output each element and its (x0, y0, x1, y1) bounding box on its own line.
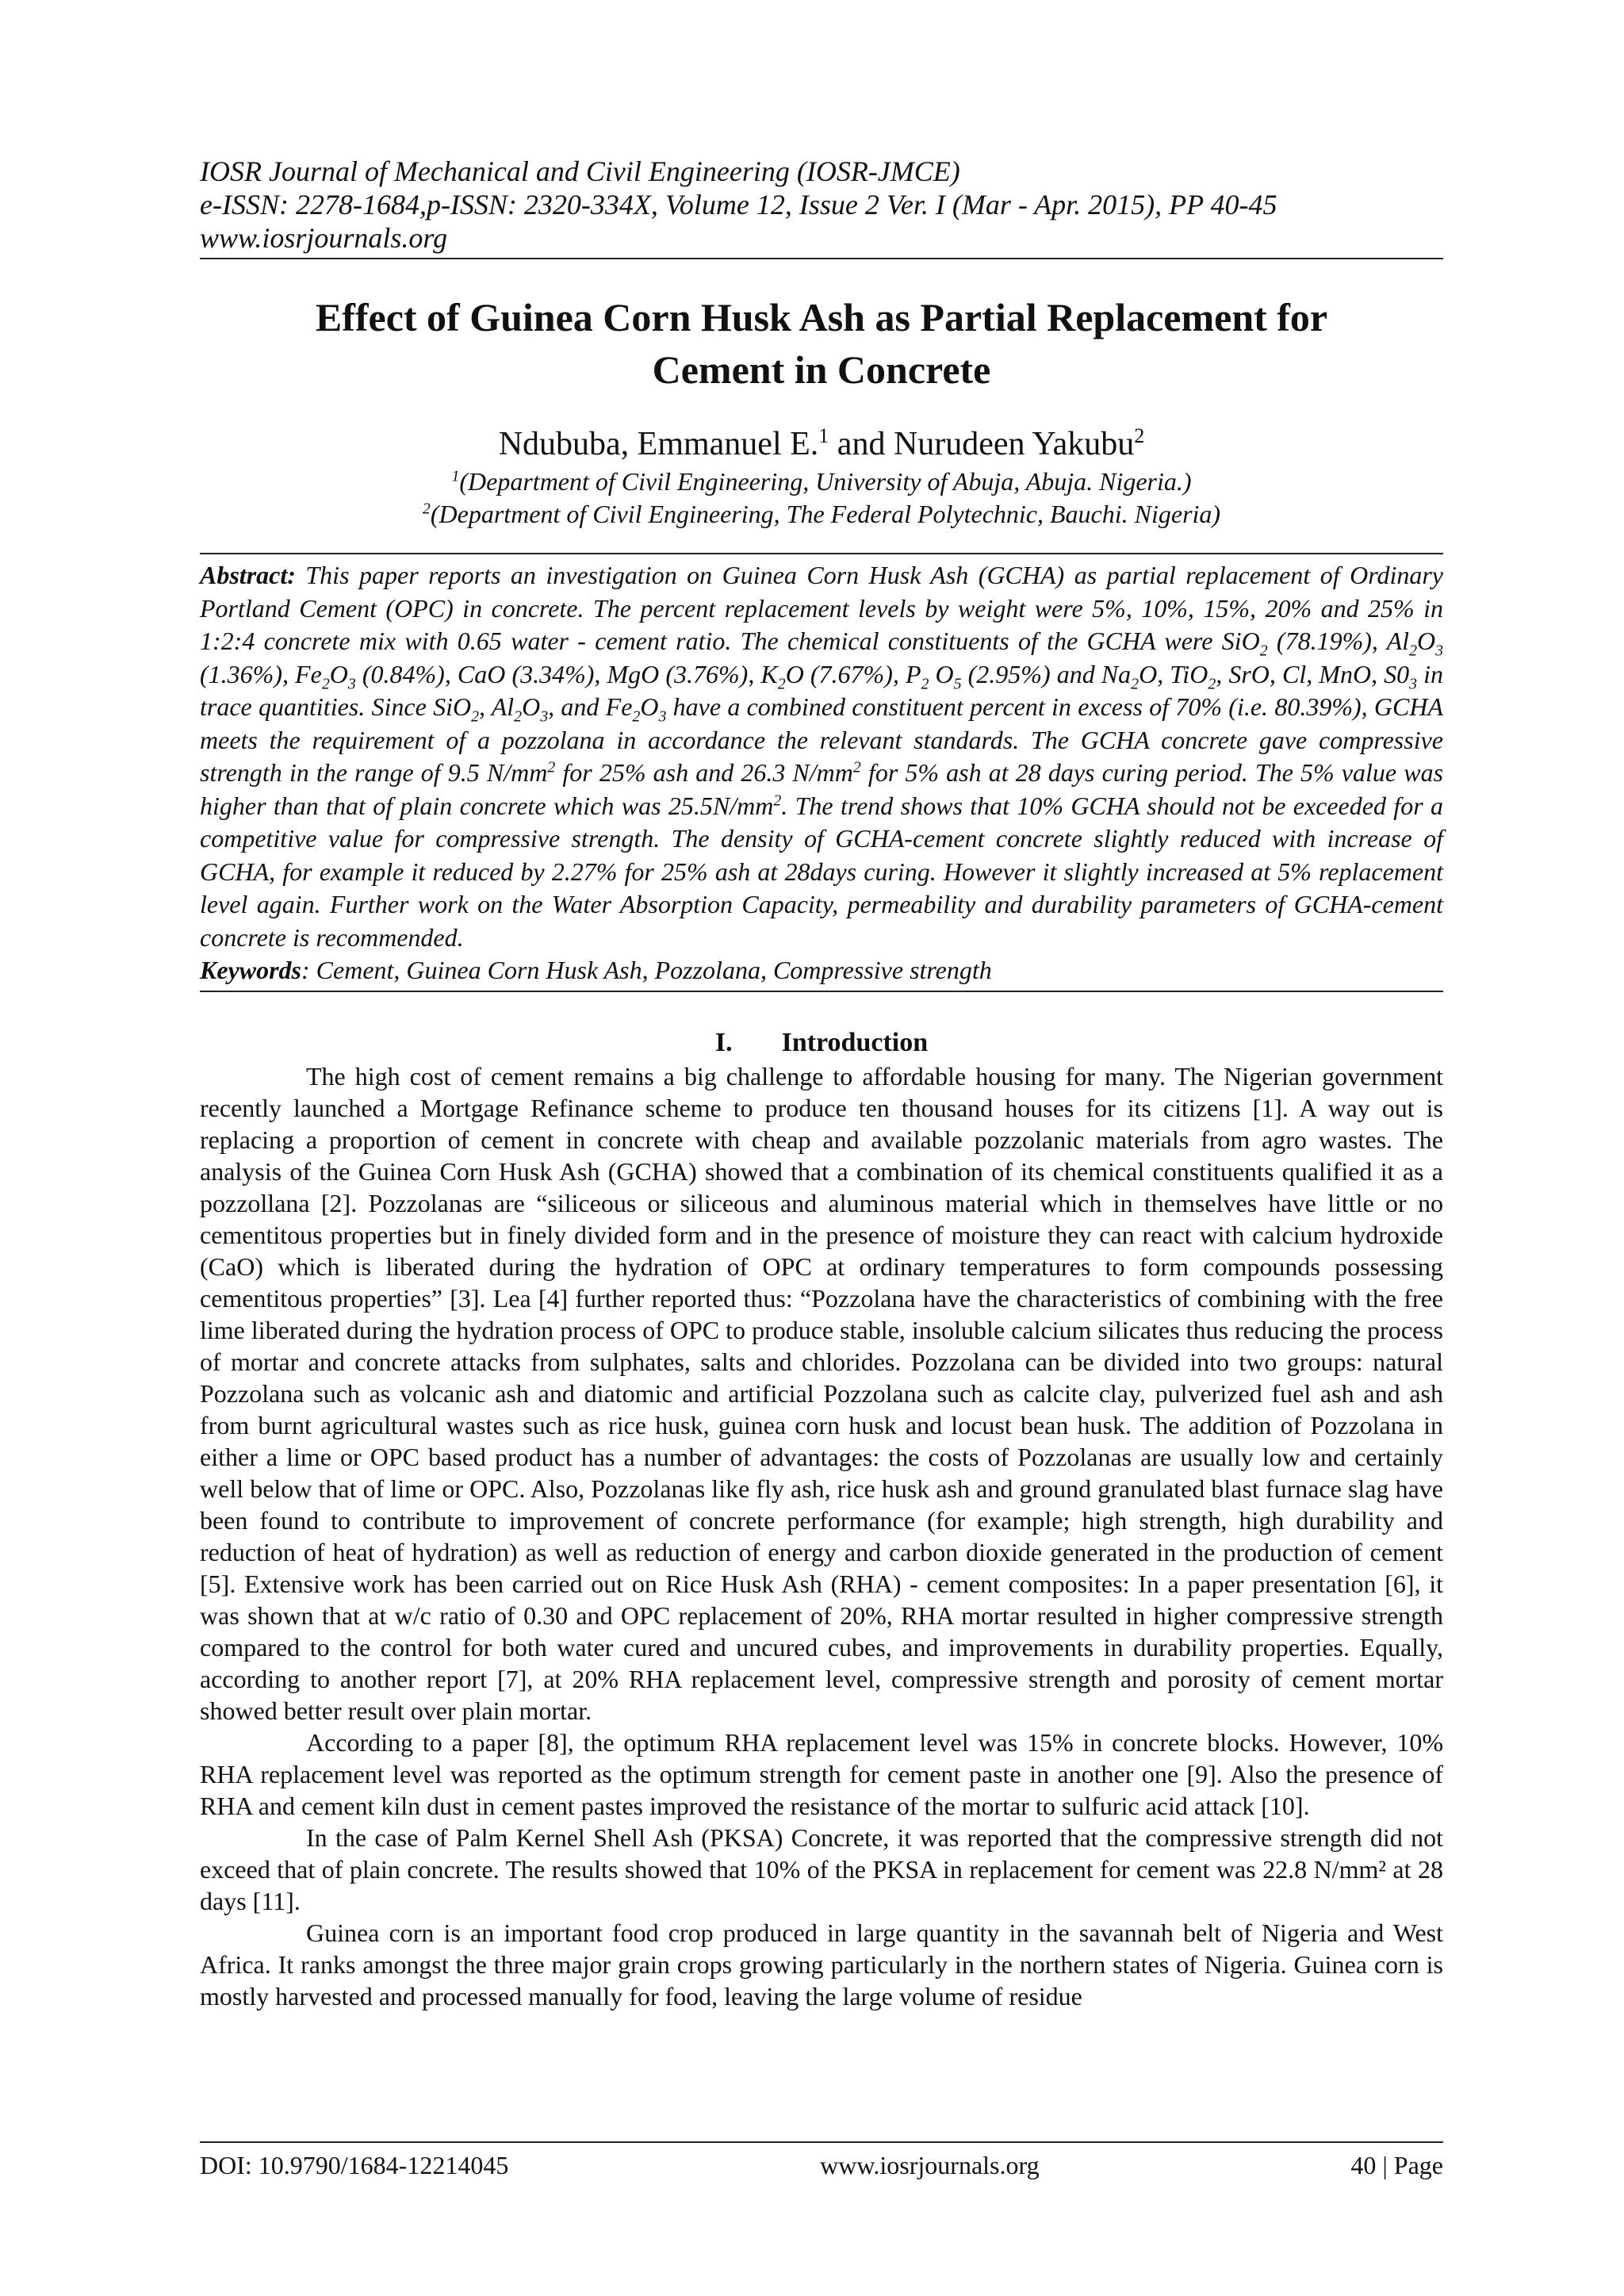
affiliation-1-sup: 1 (451, 467, 460, 485)
author-1: Ndububa, Emmanuel E. (498, 426, 819, 462)
abstract-text: for 25% ash and 26.3 N/mm (555, 758, 853, 787)
keywords (200, 954, 1443, 987)
introduction-body (200, 1060, 1443, 2012)
paper-page (200, 155, 1443, 2012)
abstract-text: O (1416, 627, 1436, 655)
paragraph: The high cost of cement remains a big challenge to affordable housing for many. The Nigerian government recently launched a Mortgage Refinance scheme to produce ten thousand houses for its citizens [1]. A way out is replacing a proportion of cement in concrete with cheap and available pozzolanic materials from agro wastes. The analysis of the Guinea Corn Husk Ash (GCHA) showed that a combination of its chemical constituents qualified it as a pozzollana [2]. Pozzolanas are “siliceous or siliceous and aluminous material which in themselves have little or no cementitous properties but in finely divided form and in the presence of moisture they can react with calcium hydroxide (CaO) which is liberated during the hydration of OPC at ordinary temperatures to form compounds possessing cementitous properties” [3]. Lea [4] further reported thus: “Pozzolana have the characteristics of combining with the free lime liberated during the hydration process of OPC to produce stable, insoluble calcium silicates thus reducing the process of mortar and concrete attacks from sulphates, salts and chlorides. Pozzolana can be divided into two groups: natural Pozzolana such as volcanic ash and diatomic and artificial Pozzolana such as calcite clay, pulverized fuel ash and ash from burnt agricultural wastes such as rice husk, guinea corn husk and locust bean husk. The addition of Pozzolana in either a lime or OPC based product has a number of advantages: the costs of Pozzolanas are usually low and certainly well below that of lime or OPC. Also, Pozzolanas like fly ash, rice husk ash and ground granulated blast furnace slag have been found to contribute to improvement of concrete performance (for example; high strength, high durability and reduction of heat of hydration) as well as reduction of energy and carbon dioxide generated in the production of cement [5]. Extensive work has been carried out on Rice Husk Ash (RHA) - cement composites: In a paper presentation [6], it was shown that at w/c ratio of 0.30 and OPC replacement of 20%, RHA mortar resulted in higher compressive strength compared to the control for both water cured and uncured cubes, and improvements in durability properties. Equally, according to another report [7], at 20% RHA replacement level, compressive strength and porosity of cement mortar showed better result over plain mortar. (200, 1061, 1443, 1725)
abstract (200, 559, 1443, 954)
abstract-sub: 2 (632, 707, 641, 726)
keywords-rule (200, 991, 1443, 992)
abstract-text: in trace quantities. Since SiO (200, 659, 1444, 721)
footer-page-number: 40 | Page (1350, 2151, 1443, 2179)
footer-website: www.iosrjournals.org (820, 2151, 1040, 2179)
abstract-text: O (929, 659, 954, 688)
abstract-sub: 3 (1409, 674, 1418, 692)
header-rule (200, 258, 1443, 259)
abstract-text: (1.36%), Fe (200, 659, 322, 688)
abstract-text: O (522, 692, 541, 721)
paragraph: Guinea corn is an important food crop produced in large quantity in the savannah belt of Nigeria and West Africa. It ranks amongst the three major grain crops growing particularly in the northern states of Nigeria. Guinea corn is mostly harvested and processed manually for food, leaving the large volume of residue (200, 1918, 1443, 2010)
abstract-text: O (640, 692, 659, 721)
abstract-sub: 2 (777, 674, 786, 692)
keywords-label: Keywords (200, 956, 301, 984)
author-2-sup: 2 (1134, 424, 1145, 447)
affiliation-2 (200, 498, 1443, 531)
journal-website: www.iosrjournals.org (200, 222, 448, 254)
section-heading-introduction (200, 1025, 1443, 1060)
abstract-sub: 2 (1208, 674, 1216, 692)
author-conjunction: and (829, 426, 894, 462)
affiliation-2-sup: 2 (422, 500, 431, 518)
abstract-rule-top (200, 553, 1443, 554)
abstract-text: . The trend shows that 10% GCHA should not be exceeded for a competitive value for compressive strength. The density of GCHA-cement concrete slightly reduced with increase of GCHA, for example it reduced by 2.27% for 25% ash at 28days curing. However it slightly increased at 5% replacement level again. Further work on the Water Absorption Capacity, permeability and durability parameters of GCHA-cement concrete is recommended. (200, 791, 1443, 952)
authors (200, 423, 1443, 466)
keywords-text: : Cement, Guinea Corn Husk Ash, Pozzolana, Compressive strength (301, 956, 992, 984)
abstract-text: (0.84%), CaO (3.34%), MgO (3.76%), K (355, 659, 778, 688)
abstract-sub: 3 (540, 707, 549, 726)
journal-header (200, 155, 1443, 255)
abstract-sub: 3 (1435, 642, 1444, 660)
abstract-sub: 2 (1409, 642, 1417, 660)
abstract-sub: 5 (953, 674, 962, 692)
abstract-text: This paper reports an investigation on Guinea Corn Husk Ash (GCHA) as partial replacement of Ordinary Portland Cement (OPC) in concrete. The percent replacement levels by weight were 5%, 10%, 15%, 20% and 25% in 1:2:4 concrete mix with 0.65 water - cement ratio. The chemical constituents of the GCHA were SiO (200, 561, 1443, 655)
footer-doi: DOI: 10.9790/1684-12214045 (200, 2151, 509, 2179)
abstract-sub: 2 (921, 674, 929, 692)
abstract-text: O (7.67%), P (785, 659, 921, 688)
abstract-text: for 5% ash at 28 days curing period. The 5% value was higher than that of plain concrete which was 25.5N/mm (200, 758, 1444, 820)
paragraph: In the case of Palm Kernel Shell Ash (PKSA) Concrete, it was reported that the compressive strength did not exceed that of plain concrete. The results showed that 10% of the PKSA in replacement for cement was 22.8 N/mm² at 28 days [11]. (200, 1823, 1443, 1915)
title-line-2: Cement in Concrete (652, 347, 991, 392)
author-1-sup: 1 (818, 424, 829, 447)
abstract-sub: 2 (1131, 674, 1139, 692)
section-number: I. (714, 1027, 733, 1057)
abstract-text: O, TiO (1139, 659, 1208, 688)
abstract-sub: 3 (347, 674, 356, 692)
abstract-text: , Al (479, 692, 515, 721)
abstract-text: have a combined constituent percent in excess of 70% (i.e. 80.39%), GCHA meets the requirement of a pozzolana in accordance the relevant standards. The GCHA concrete gave compressive strength in the range of 9.5 N/mm (200, 692, 1444, 787)
abstract-sup: 2 (852, 758, 861, 776)
journal-name: IOSR Journal of Mechanical and Civil Engineering (IOSR-JMCE) (200, 155, 960, 187)
title-line-1: Effect of Guinea Corn Husk Ash as Partial Replacement for (315, 295, 1328, 339)
affiliation-2-text: (Department of Civil Engineering, The Federal Polytechnic, Bauchi. Nigeria) (430, 500, 1221, 528)
section-title: Introduction (781, 1027, 929, 1057)
affiliation-1-text: (Department of Civil Engineering, University of Abuja, Abuja. Nigeria.) (459, 467, 1192, 496)
abstract-text: (2.95%) and Na (961, 659, 1132, 688)
paragraph: According to a paper [8], the optimum RHA replacement level was 15% in concrete blocks. However, 10% RHA replacement level was reported as the optimum strength for cement paste in another one [9]. Also the presence of RHA and cement kiln dust in cement pastes improved the resistance of the mortar to sulfuric acid attack [10]. (200, 1727, 1443, 1820)
abstract-text: , SrO, Cl, MnO, S0 (1216, 659, 1410, 688)
abstract-text: , and Fe (548, 692, 633, 721)
page-footer (200, 2141, 1443, 2183)
affiliation-1 (200, 466, 1443, 498)
author-2: Nurudeen Yakubu (893, 426, 1135, 462)
abstract-text: (78.19%), Al (1267, 627, 1410, 655)
abstract-sub: 3 (658, 707, 667, 726)
abstract-sup: 2 (773, 791, 782, 809)
paper-title (200, 291, 1443, 396)
abstract-label: Abstract: (200, 561, 296, 589)
issn-line: e-ISSN: 2278-1684,p-ISSN: 2320-334X, Volume 12, Issue 2 Ver. I (Mar - Apr. 2015), PP 40-45 (200, 189, 1277, 220)
abstract-sup: 2 (547, 758, 556, 776)
abstract-sub: 2 (471, 707, 480, 726)
abstract-sub: 2 (1259, 642, 1268, 660)
abstract-sub: 2 (321, 674, 330, 692)
footer-row (200, 2143, 1443, 2183)
abstract-sub: 2 (514, 707, 523, 726)
abstract-text: O (329, 659, 348, 688)
